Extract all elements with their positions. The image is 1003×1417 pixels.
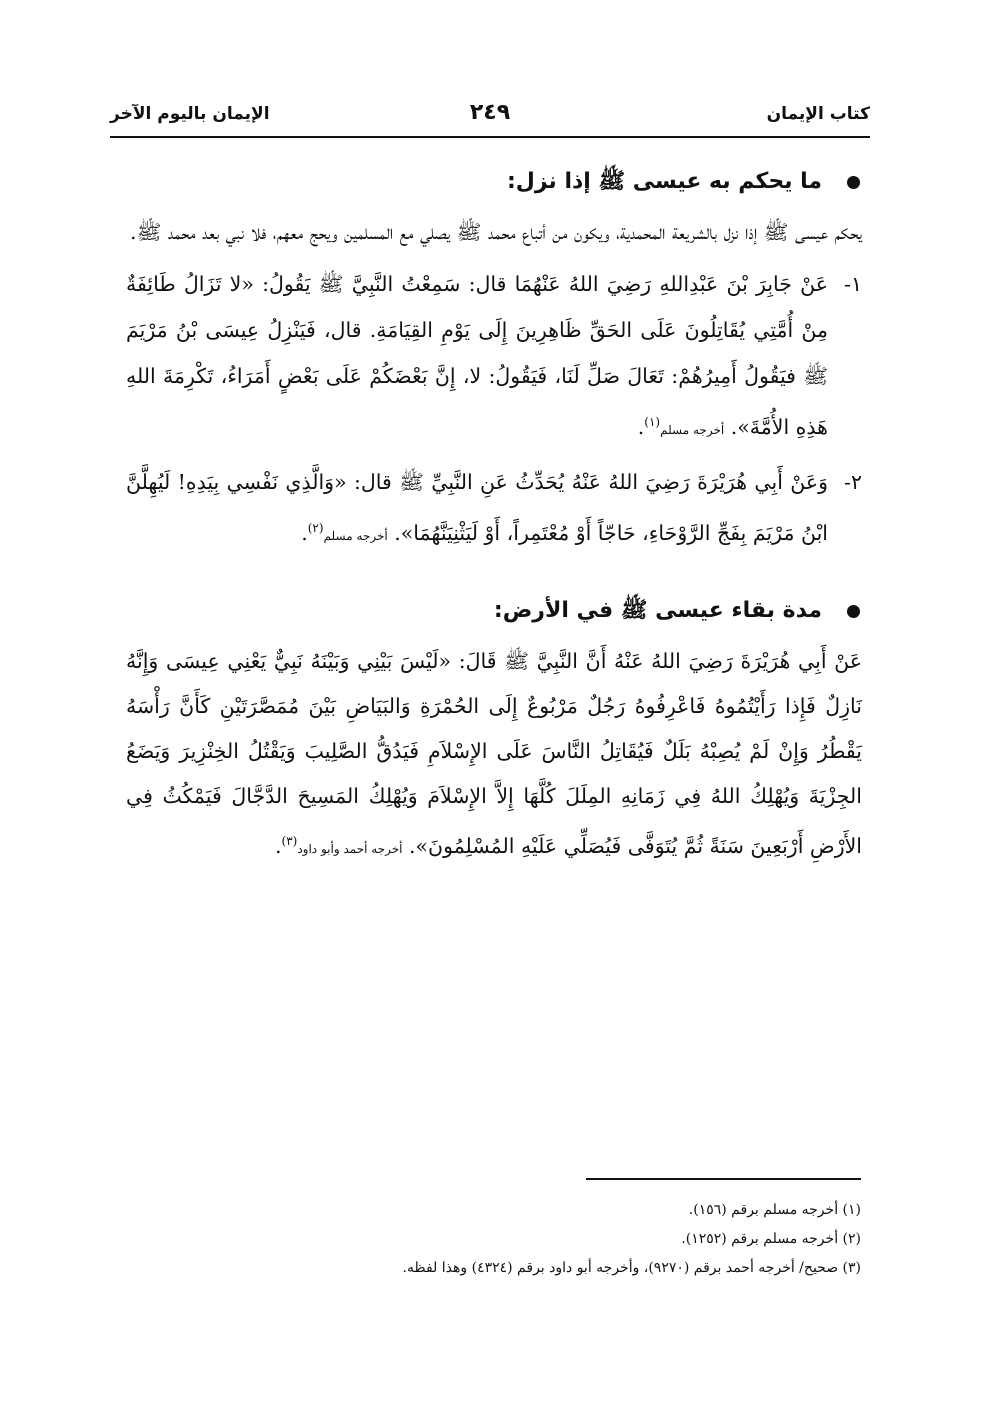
main-text: [126, 158, 862, 877]
running-head: [110, 100, 870, 136]
header-rule: [110, 136, 870, 138]
hadith-2: [126, 459, 862, 559]
bullet-icon: [847, 176, 860, 189]
hadith-1: [126, 261, 862, 453]
hadith-number: ٢-: [844, 469, 862, 494]
duration-hadith: [126, 639, 862, 872]
hadith-text: وَعَنْ أَبِي هُرَيْرَةَ رَضِيَ اللهُ عَنْهُ يُحَدِّثُ عَنِ النَّبِيِّ ﷺ قال: «وَالَّذِي نَفْسِي بِيَدِهِ! لَيُهِلَّنَّ ابْنُ مَرْيَمَ بِفَجِّ الرَّوْحَاءِ، حَاجّاً أَوْ مُعْتَمِراً، أَوْ لَيَثْنِيَنَّهُمَا».: [126, 469, 828, 545]
hadith-text: عَنْ جَابِرَ بْنَ عَبْدِاللهِ رَضِيَ اللهُ عَنْهُمَا قال: سَمِعْتُ النَّبِيَّ ﷺ يَقُولُ: «لا تَزَالُ طَائِفَةٌ مِنْ أُمَّتِي يُقَاتِلُونَ عَلَى الحَقِّ ظَاهِرِينَ إِلَى يَوْمِ القِيَامَةِ. قال، فَيَنْزِلُ عِيسَى بْنُ مَرْيَمَ ﷺ فيَقُولُ أَمِيرُهُمْ: تَعَالَ صَلِّ لَنَا، فَيَقُولُ: لا، إِنَّ بَعْضَكُمْ عَلَى بَعْضٍ أَمَرَاءُ، تَكْرِمَةَ اللهِ هَذِهِ الأُمَّةَ».: [126, 272, 828, 439]
footnote-1: (١) أخرجه مسلم برقم (١٥٦).: [688, 1202, 861, 1218]
footnote-3: (٣) صحيح/ أخرجه أحمد برقم (٩٢٧٠)، وأخرجه أبو داود برقم (٤٣٢٤) وهذا لفظه.: [402, 1260, 861, 1276]
footnote-ref: (٢): [307, 520, 324, 535]
bullet-icon: [847, 605, 860, 618]
section-heading-ruling: [126, 158, 862, 206]
footnote-2: (٢) أخرجه مسلم برقم (١٢٥٢).: [681, 1231, 861, 1247]
hadith-source: أخرجه مسلم: [323, 528, 388, 543]
hadith-source: أخرجه أحمد وأبو داود: [297, 841, 403, 856]
section-heading-text: مدة بقاء عيسى ﷺ في الأرض:: [493, 597, 822, 623]
footnote-rule: [586, 1178, 861, 1180]
footnote-ref: (١): [644, 415, 661, 429]
hadith-source: أخرجه مسلم: [660, 422, 725, 437]
hadith-number: ١-: [844, 272, 862, 296]
section-heading-duration: [126, 587, 862, 635]
hadith-end: .: [637, 414, 645, 439]
ruling-paragraph: يحكم عيسى ﷺ إذا نزل بالشريعة المحمدية، ويكون من أتباع محمد ﷺ يصلي مع المسلمين ويحج معهم، فلا نبي بعد محمد ﷺ.: [130, 220, 862, 244]
hadith-text: عَنْ أَبِي هُرَيْرَةَ رَضِيَ اللهُ عَنْهُ أَنَّ النَّبِيَّ ﷺ قَالَ: «لَيْسَ بَيْنِي وَبَيْنَهُ نَبِيٌّ يَعْنِي عِيسَى وَإِنَّهُ نَازِلٌ فَإِذا رَأَيْتُمُوهُ فَاعْرِفُوهُ رَجُلٌ مَرْبُوعٌ إِلَى الحُمْرَةِ وَالبَيَاضِ بَيْنَ مُمَصَّرَتَيْنِ كَأَنَّ رَأْسَهُ يَقْطُرُ وَإِنْ لَمْ يُصِبْهُ بَلَلٌ فَيُقَاتِلُ النَّاسَ عَلَى الإِسْلاَمِ فَيَدُقُّ الصَّلِيبَ وَيَقْتُلُ الخِنْزِيرَ وَيَضَعُ الجِزْيَةَ وَيُهْلِكُ اللهُ فِي زَمَانِهِ المِلَلَ كُلَّهَا إِلاَّ الإِسْلاَمَ وَيُهْلِكُ المَسِيحَ الدَّجَّالَ فَيَمْكُثُ فِي الأَرْضِ أَرْبَعِينَ سَنَةً ثُمَّ يُتَوَفَّى فَيُصَلِّي عَلَيْهِ المُسْلِمُونَ».: [126, 648, 862, 858]
section-heading-text: ما يحكم به عيسى ﷺ إذا نزل:: [506, 169, 822, 194]
book-title: كتاب الإيمان: [766, 104, 870, 124]
hadith-end: .: [274, 833, 282, 858]
footnote-ref: (٣): [281, 833, 298, 848]
chapter-title: الإيمان باليوم الآخر: [110, 104, 270, 124]
spacer: [126, 565, 862, 587]
page-number: ٢٤٩: [469, 100, 511, 125]
hadith-end: .: [301, 520, 308, 545]
footnotes: [121, 1196, 861, 1283]
